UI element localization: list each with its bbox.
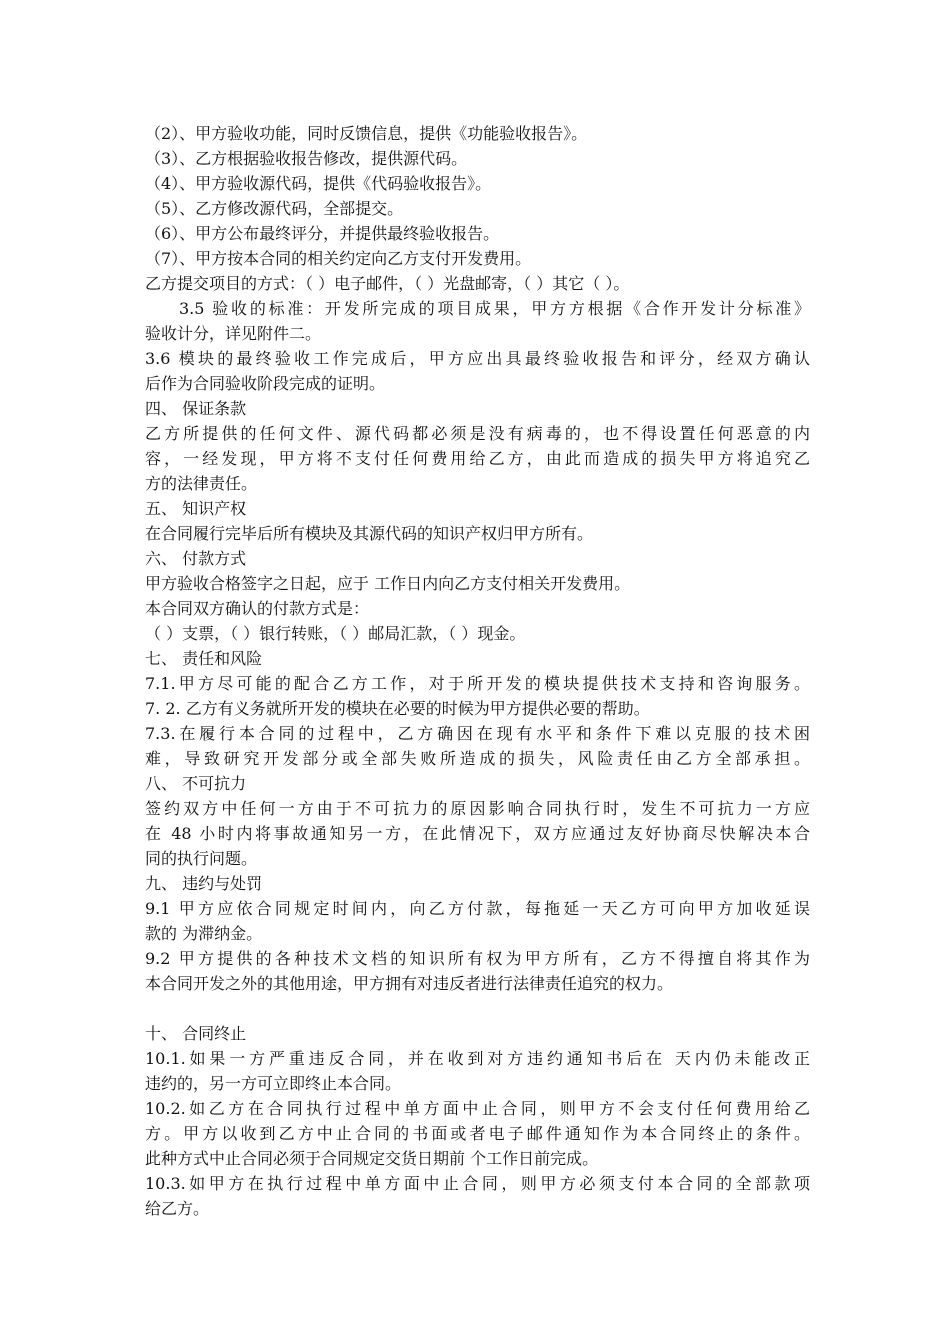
- text-line: 甲方验收合格签字之日起，应于 工作日内向乙方支付相关开发费用。: [145, 574, 631, 593]
- text-line: 难，导致研究开发部分或全部失败所造成的损失，风险责任由乙方全部承担。: [145, 749, 810, 768]
- text-line: （ ）支票，（ ）银行转账，（ ）邮局汇款，（ ）现金。: [145, 624, 526, 643]
- text-line: 10.2.如乙方在合同执行过程中单方面中止合同，则甲方不会支付任何费用给乙: [145, 1099, 810, 1118]
- text-line: 此种方式中止合同必须于合同规定交货日期前 个工作日前完成。: [145, 1149, 599, 1168]
- text-line: 方。甲方以收到乙方中止合同的书面或者电子邮件通知作为本合同终止的条件。: [145, 1124, 810, 1143]
- text-line: 后作为合同验收阶段完成的证明。: [145, 374, 386, 393]
- text-line: 四、 保证条款: [145, 399, 247, 418]
- text-line: 在合同履行完毕后所有模块及其源代码的知识产权归甲方所有。: [145, 524, 594, 543]
- text-line: （3）、乙方根据验收报告修改，提供源代码。: [145, 149, 468, 168]
- text-line: 乙方提交项目的方式：（ ）电子邮件，（ ）光盘邮寄，（ ）其它（ ）。: [145, 274, 630, 293]
- text-line: 3.5 验收的标准：开发所完成的项目成果，甲方方根据《合作开发计分标准》: [179, 299, 810, 318]
- text-line: 验收计分，详见附件二。: [145, 324, 322, 343]
- text-line: （7）、甲方按本合同的相关约定向乙方支付开发费用。: [145, 249, 532, 268]
- text-line: 同的执行问题。: [145, 849, 258, 868]
- text-line: （5）、乙方修改源代码，全部提交。: [145, 199, 404, 218]
- text-line: 八、 不可抗力: [145, 774, 247, 793]
- text-line: 7. 2. 乙方有义务就所开发的模块在必要的时候为甲方提供必要的帮助。: [145, 699, 650, 718]
- text-line: 方的法律责任。: [145, 474, 258, 493]
- text-line: 在 48 小时内将事故通知另一方，在此情况下，双方应通过友好协商尽快解决本合: [145, 824, 810, 843]
- text-line: 10.1.如果一方严重违反合同，并在收到对方违约通知书后在 天内仍未能改正: [145, 1049, 810, 1068]
- text-line: 款的 为滞纳金。: [145, 924, 263, 943]
- text-line: 签约双方中任何一方由于不可抗力的原因影响合同执行时，发生不可抗力一方应: [145, 799, 810, 818]
- text-line: （4）、甲方验收源代码，提供《代码验收报告》。: [145, 174, 492, 193]
- contract-page: [145, 121, 810, 1221]
- text-line: 违约的，另一方可立即终止本合同。: [145, 1074, 402, 1093]
- text-line: 9.2 甲方提供的各种技术文档的知识所有权为甲方所有，乙方不得擅自将其作为: [145, 949, 810, 968]
- text-line: 本合同开发之外的其他用途，甲方拥有对违反者进行法律责任追究的权力。: [145, 974, 674, 993]
- text-line: 10.3.如甲方在执行过程中单方面中止合同，则甲方必须支付本合同的全部款项: [145, 1174, 810, 1193]
- text-line: 乙方所提供的任何文件、源代码都必须是没有病毒的，也不得设置任何恶意的内: [145, 424, 810, 443]
- text-line: 3.6 模块的最终验收工作完成后，甲方应出具最终验收报告和评分，经双方确认: [145, 349, 810, 368]
- text-line: 容，一经发现，甲方将不支付任何费用给乙方，由此而造成的损失甲方将追究乙: [145, 449, 810, 468]
- text-line: （2）、甲方验收功能，同时反馈信息，提供《功能验收报告》。: [145, 124, 588, 143]
- text-line: 给乙方。: [145, 1199, 210, 1218]
- text-line: 7.3.在履行本合同的过程中，乙方确因在现有水平和条件下难以克服的技术困: [145, 724, 810, 743]
- text-line: 九、 违约与处罚: [145, 874, 263, 893]
- text-line: 本合同双方确认的付款方式是：: [145, 599, 370, 618]
- text-line: 五、 知识产权: [145, 499, 247, 518]
- text-line: 六、 付款方式: [145, 549, 247, 568]
- text-line: 七、 责任和风险: [145, 649, 263, 668]
- text-line: 7.1.甲方尽可能的配合乙方工作，对于所开发的模块提供技术支持和咨询服务。: [145, 674, 810, 693]
- blank-line: [145, 996, 810, 1021]
- text-line: 9.1 甲方应依合同规定时间内，向乙方付款，每拖延一天乙方可向甲方加收延误: [145, 899, 810, 918]
- text-line: 十、 合同终止: [145, 1024, 247, 1043]
- text-line: （6）、甲方公布最终评分，并提供最终验收报告。: [145, 224, 500, 243]
